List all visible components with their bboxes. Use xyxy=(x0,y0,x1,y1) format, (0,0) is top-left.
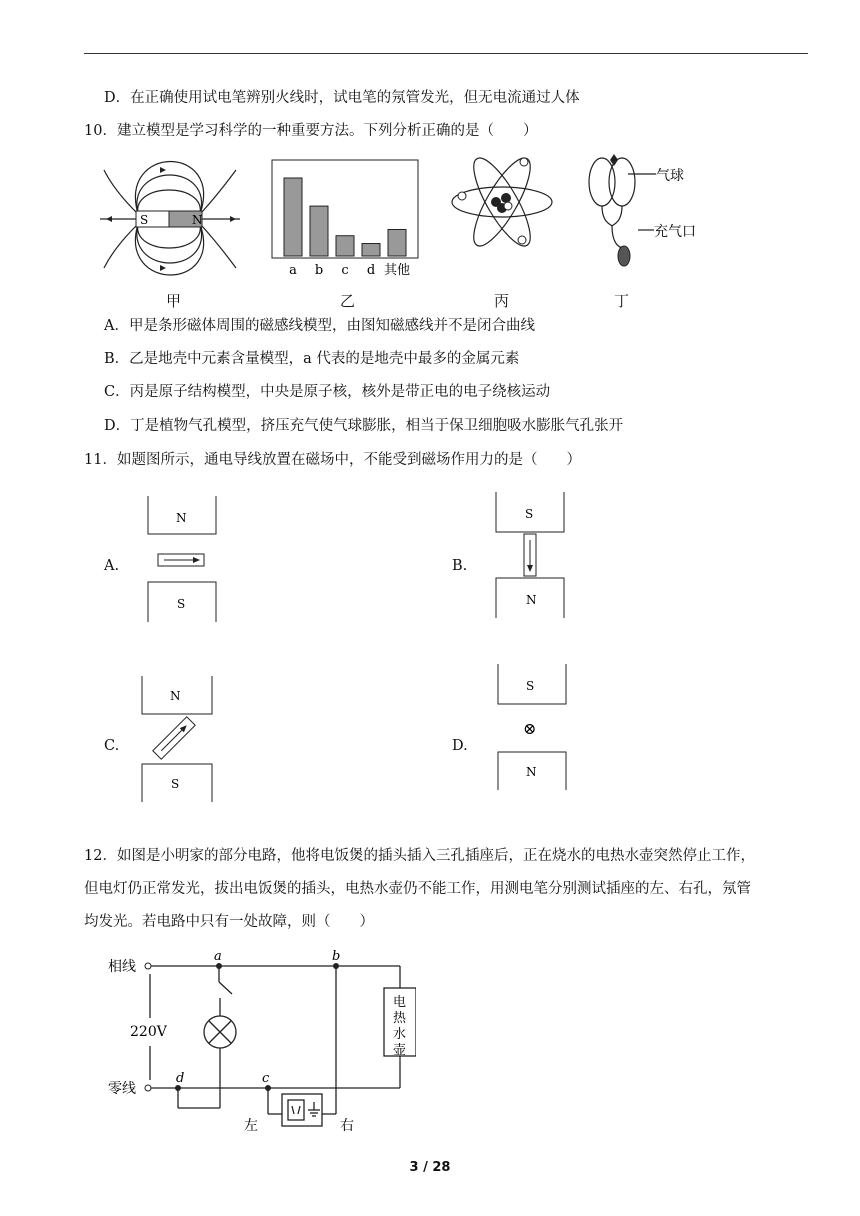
pole-top-a: N xyxy=(176,511,187,525)
page-number: 3 / 28 xyxy=(409,1160,451,1175)
q11-option-b-label: B. xyxy=(452,558,468,574)
q10-option-a: A．甲是条形磁体周围的磁感线模型，由图知磁感线并不是闭合曲线 xyxy=(104,318,535,334)
kettle-label-3: 水 xyxy=(393,1027,407,1042)
bar-3 xyxy=(362,244,380,256)
socket-left-label: 左 xyxy=(244,1118,258,1134)
bar-2 xyxy=(336,236,354,256)
q11-figure-c xyxy=(138,676,218,804)
bar-label-1: b xyxy=(314,263,324,278)
pole-top-c: N xyxy=(170,689,181,703)
magnet-n-label: N xyxy=(192,213,203,227)
caption-jia: 甲 xyxy=(166,292,182,310)
pole-bottom-a: S xyxy=(177,597,186,611)
caption-bing: 丙 xyxy=(494,292,510,310)
bar-label-0: a xyxy=(289,263,297,278)
point-c-label: c xyxy=(262,1071,270,1086)
voltage-label: 220V xyxy=(130,1024,167,1040)
q11-option-a-label: A. xyxy=(104,558,120,574)
current-into-page-symbol: ⊗ xyxy=(523,719,537,738)
balloon-label: 气球 xyxy=(656,168,684,184)
socket-right-label: 右 xyxy=(340,1118,354,1134)
bar-0 xyxy=(284,178,302,256)
pole-top-b: S xyxy=(525,507,534,521)
neutral-wire-label: 零线 xyxy=(108,1081,136,1097)
caption-yi: 乙 xyxy=(340,292,356,310)
magnet-field-figure xyxy=(96,152,244,280)
live-wire-label: 相线 xyxy=(108,959,136,975)
q9-option-d: D．在正确使用试电笔辨别火线时，试电笔的氖管发光，但无电流通过人体 xyxy=(104,90,580,106)
q11-stem: 11．如题图所示，通电导线放置在磁场中，不能受到磁场作用力的是（ ） xyxy=(84,452,581,468)
pole-top-d: S xyxy=(526,679,535,693)
bar-4 xyxy=(388,229,406,256)
chart-category-labels xyxy=(289,262,410,278)
kettle-label-4: 壶 xyxy=(393,1043,407,1058)
q12-stem-line-3: 均发光。若电路中只有一处故障，则（ ） xyxy=(84,914,374,930)
bar-label-3: d xyxy=(366,263,376,278)
pole-bottom-c: S xyxy=(171,777,180,791)
bar-1 xyxy=(310,206,328,256)
q11-option-d-label: D. xyxy=(452,738,468,754)
caption-ding: 丁 xyxy=(614,292,630,310)
q12-stem-line-1: 12．如图是小明家的部分电路，他将电饭煲的插头插入三孔插座后，正在烧水的电热水壶突然停止工作， xyxy=(84,848,755,864)
element-content-chart xyxy=(270,158,422,282)
q10-option-d: D．丁是植物气孔模型，挤压充气使气球膨胀，相当于保卫细胞吸水膨胀气孔张开 xyxy=(104,418,624,434)
q10-stem: 10．建立模型是学习科学的一种重要方法。下列分析正确的是（ ） xyxy=(84,123,538,139)
bar-label-2: c xyxy=(341,263,349,278)
point-d-label: d xyxy=(176,1071,185,1086)
header-rule xyxy=(84,53,808,54)
magnet-s-label: S xyxy=(140,213,149,227)
point-a-label: a xyxy=(214,949,222,964)
q12-stem-line-2: 但电灯仍正常发光，拔出电饭煲的插头，电热水壶仍不能工作，用测电笔分别测试插座的左、右孔，氖管 xyxy=(84,881,751,897)
household-circuit-figure xyxy=(104,946,416,1136)
pole-bottom-d: N xyxy=(526,765,537,779)
stoma-model-figure xyxy=(584,152,710,270)
inlet-label: 充气口 xyxy=(654,224,696,240)
q11-figure-a xyxy=(140,494,220,624)
q11-option-c-label: C. xyxy=(104,738,120,754)
kettle-label-2: 热 xyxy=(393,1011,407,1026)
bar-label-4: 其他 xyxy=(383,263,411,278)
kettle-label-1: 电 xyxy=(393,995,407,1010)
point-b-label: b xyxy=(332,949,341,964)
q11-figure-d xyxy=(494,664,574,794)
atom-model-figure xyxy=(450,154,554,250)
q10-option-b: B．乙是地壳中元素含量模型，a 代表的是地壳中最多的金属元素 xyxy=(104,351,520,367)
pole-bottom-b: N xyxy=(526,593,537,607)
q11-figure-b xyxy=(490,492,570,622)
q10-option-c: C．丙是原子结构模型，中央是原子核，核外是带正电的电子绕核运动 xyxy=(104,384,551,400)
